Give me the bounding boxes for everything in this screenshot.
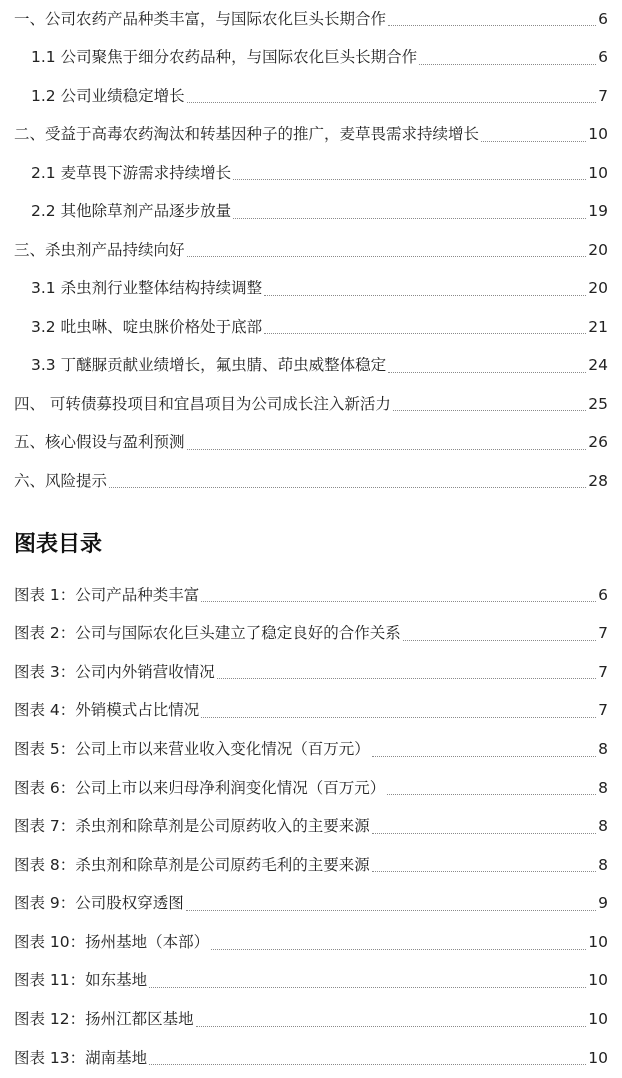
dot-leader [109, 486, 586, 488]
toc-entry-page: 20 [588, 279, 608, 297]
figure-entry-label: 图表 8：杀虫剂和除草剂是公司原药毛利的主要来源 [0, 858, 372, 874]
toc-entry-label: 1.1 公司聚焦于细分农药品种，与国际农化巨头长期合作 [0, 50, 419, 66]
figure-entry-page: 10 [588, 1010, 608, 1029]
figure-entry-label: 图表 12：扬州江都区基地 [0, 1012, 196, 1028]
toc-entry-label: 2.1 麦草畏下游需求持续增长 [0, 166, 233, 182]
dot-leader [264, 294, 586, 296]
toc-entry[interactable] [0, 385, 622, 424]
dot-leader [186, 909, 596, 911]
figure-entry-label: 图表 3：公司内外销营收情况 [0, 665, 217, 681]
dot-leader [264, 332, 586, 334]
toc-entry-page: 6 [598, 9, 608, 28]
figure-list [0, 576, 622, 1078]
dot-leader [387, 793, 596, 795]
figure-entry-label: 图表 9：公司股权穿透图 [0, 896, 186, 912]
dot-leader [217, 677, 596, 679]
dot-leader [233, 178, 586, 180]
figure-entry-label: 图表 7：杀虫剂和除草剂是公司原药收入的主要来源 [0, 819, 372, 835]
toc-entry[interactable] [0, 116, 622, 155]
dot-leader [149, 986, 586, 988]
dot-leader [388, 24, 596, 26]
toc-entry[interactable] [0, 424, 622, 463]
figure-entry-page: 7 [598, 701, 608, 720]
figure-entry-label: 图表 11：如东基地 [0, 973, 149, 989]
figure-entry[interactable] [0, 692, 622, 731]
toc-entry-page: 24 [588, 356, 608, 374]
table-of-contents [0, 0, 622, 501]
toc-entry-page: 20 [588, 240, 608, 259]
figure-entry-page: 10 [588, 971, 608, 990]
dot-leader [372, 832, 596, 834]
figure-entry-page: 6 [598, 585, 608, 604]
toc-entry-page: 6 [598, 48, 608, 66]
figure-entry[interactable] [0, 923, 622, 962]
toc-entry[interactable] [0, 231, 622, 270]
figure-entry-label: 图表 6：公司上市以来归母净利润变化情况（百万元） [0, 781, 387, 797]
figure-entry-label: 图表 1：公司产品种类丰富 [0, 588, 201, 604]
figure-entry-page: 8 [598, 817, 608, 836]
figure-entry-page: 10 [588, 1048, 608, 1067]
dot-leader [187, 101, 597, 103]
dot-leader [393, 409, 586, 411]
figure-entry-page: 8 [598, 778, 608, 797]
toc-entry-page: 10 [588, 125, 608, 143]
figure-entry-label: 图表 13：湖南基地 [0, 1051, 149, 1067]
figure-entry-page: 8 [598, 739, 608, 758]
figure-entry-label: 图表 2：公司与国际农化巨头建立了稳定良好的合作关系 [0, 626, 403, 642]
toc-entry-label: 2.2 其他除草剂产品逐步放量 [0, 204, 233, 220]
toc-entry[interactable] [0, 462, 622, 501]
toc-entry-label: 三、杀虫剂产品持续向好 [0, 243, 187, 259]
figure-entry-label: 图表 5：公司上市以来营业收入变化情况（百万元） [0, 742, 372, 758]
figure-entry-label: 图表 10：扬州基地（本部） [0, 935, 211, 951]
toc-entry[interactable] [0, 77, 622, 116]
toc-entry-label: 二、受益于高毒农药淘汰和转基因种子的推广，麦草畏需求持续增长 [0, 127, 481, 143]
dot-leader [388, 371, 586, 373]
figure-entry[interactable] [0, 846, 622, 885]
figure-entry[interactable] [0, 808, 622, 847]
toc-entry-label: 3.3 丁醚脲贡献业绩增长，氟虫腈、茚虫威整体稳定 [0, 358, 388, 374]
toc-entry-label: 3.1 杀虫剂行业整体结构持续调整 [0, 281, 264, 297]
figure-entry[interactable] [0, 730, 622, 769]
toc-entry[interactable] [0, 0, 622, 39]
toc-entry-page: 7 [598, 86, 608, 105]
toc-entry-page: 10 [588, 163, 608, 182]
figure-entry[interactable] [0, 1039, 622, 1078]
figure-entry[interactable] [0, 885, 622, 924]
toc-entry[interactable] [0, 308, 622, 347]
toc-entry[interactable] [0, 193, 622, 232]
dot-leader [419, 63, 596, 65]
dot-leader [187, 448, 587, 450]
figure-entry-page: 7 [598, 662, 608, 681]
figure-entry[interactable] [0, 576, 622, 615]
toc-entry[interactable] [0, 154, 622, 193]
dot-leader [196, 1025, 587, 1027]
figure-entry[interactable] [0, 1001, 622, 1040]
dot-leader [211, 948, 586, 950]
dot-leader [201, 600, 596, 602]
figure-entry-page: 8 [598, 855, 608, 874]
figure-list-heading: 图表目录 [14, 531, 103, 556]
figure-entry[interactable] [0, 615, 622, 654]
figure-entry-label: 图表 4：外销模式占比情况 [0, 703, 201, 719]
dot-leader [201, 716, 596, 718]
toc-entry-page: 25 [588, 394, 608, 413]
toc-entry-label: 1.2 公司业绩稳定增长 [0, 89, 187, 105]
dot-leader [149, 1063, 586, 1065]
figure-entry-page: 10 [588, 932, 608, 951]
figure-entry[interactable] [0, 962, 622, 1001]
figure-entry[interactable] [0, 653, 622, 692]
dot-leader [187, 255, 587, 257]
dot-leader [481, 140, 586, 142]
toc-entry-label: 3.2 吡虫啉、啶虫脒价格处于底部 [0, 320, 264, 336]
dot-leader [233, 217, 586, 219]
toc-entry[interactable] [0, 347, 622, 386]
figure-entry-page: 7 [598, 624, 608, 643]
toc-entry[interactable] [0, 39, 622, 78]
toc-entry-label: 四、 可转债募投项目和宜昌项目为公司成长注入新活力 [0, 397, 393, 413]
toc-entry-page: 21 [588, 317, 608, 336]
dot-leader [372, 755, 596, 757]
dot-leader [372, 870, 596, 872]
figure-entry-page: 9 [598, 894, 608, 913]
toc-entry[interactable] [0, 270, 622, 309]
toc-entry-label: 五、核心假设与盈利预测 [0, 435, 187, 451]
toc-entry-page: 28 [588, 471, 608, 490]
dot-leader [403, 639, 596, 641]
toc-entry-page: 26 [588, 433, 608, 451]
toc-entry-page: 19 [588, 202, 608, 220]
toc-entry-label: 六、风险提示 [0, 474, 109, 490]
toc-entry-label: 一、公司农药产品种类丰富，与国际农化巨头长期合作 [0, 12, 388, 28]
figure-entry[interactable] [0, 769, 622, 808]
